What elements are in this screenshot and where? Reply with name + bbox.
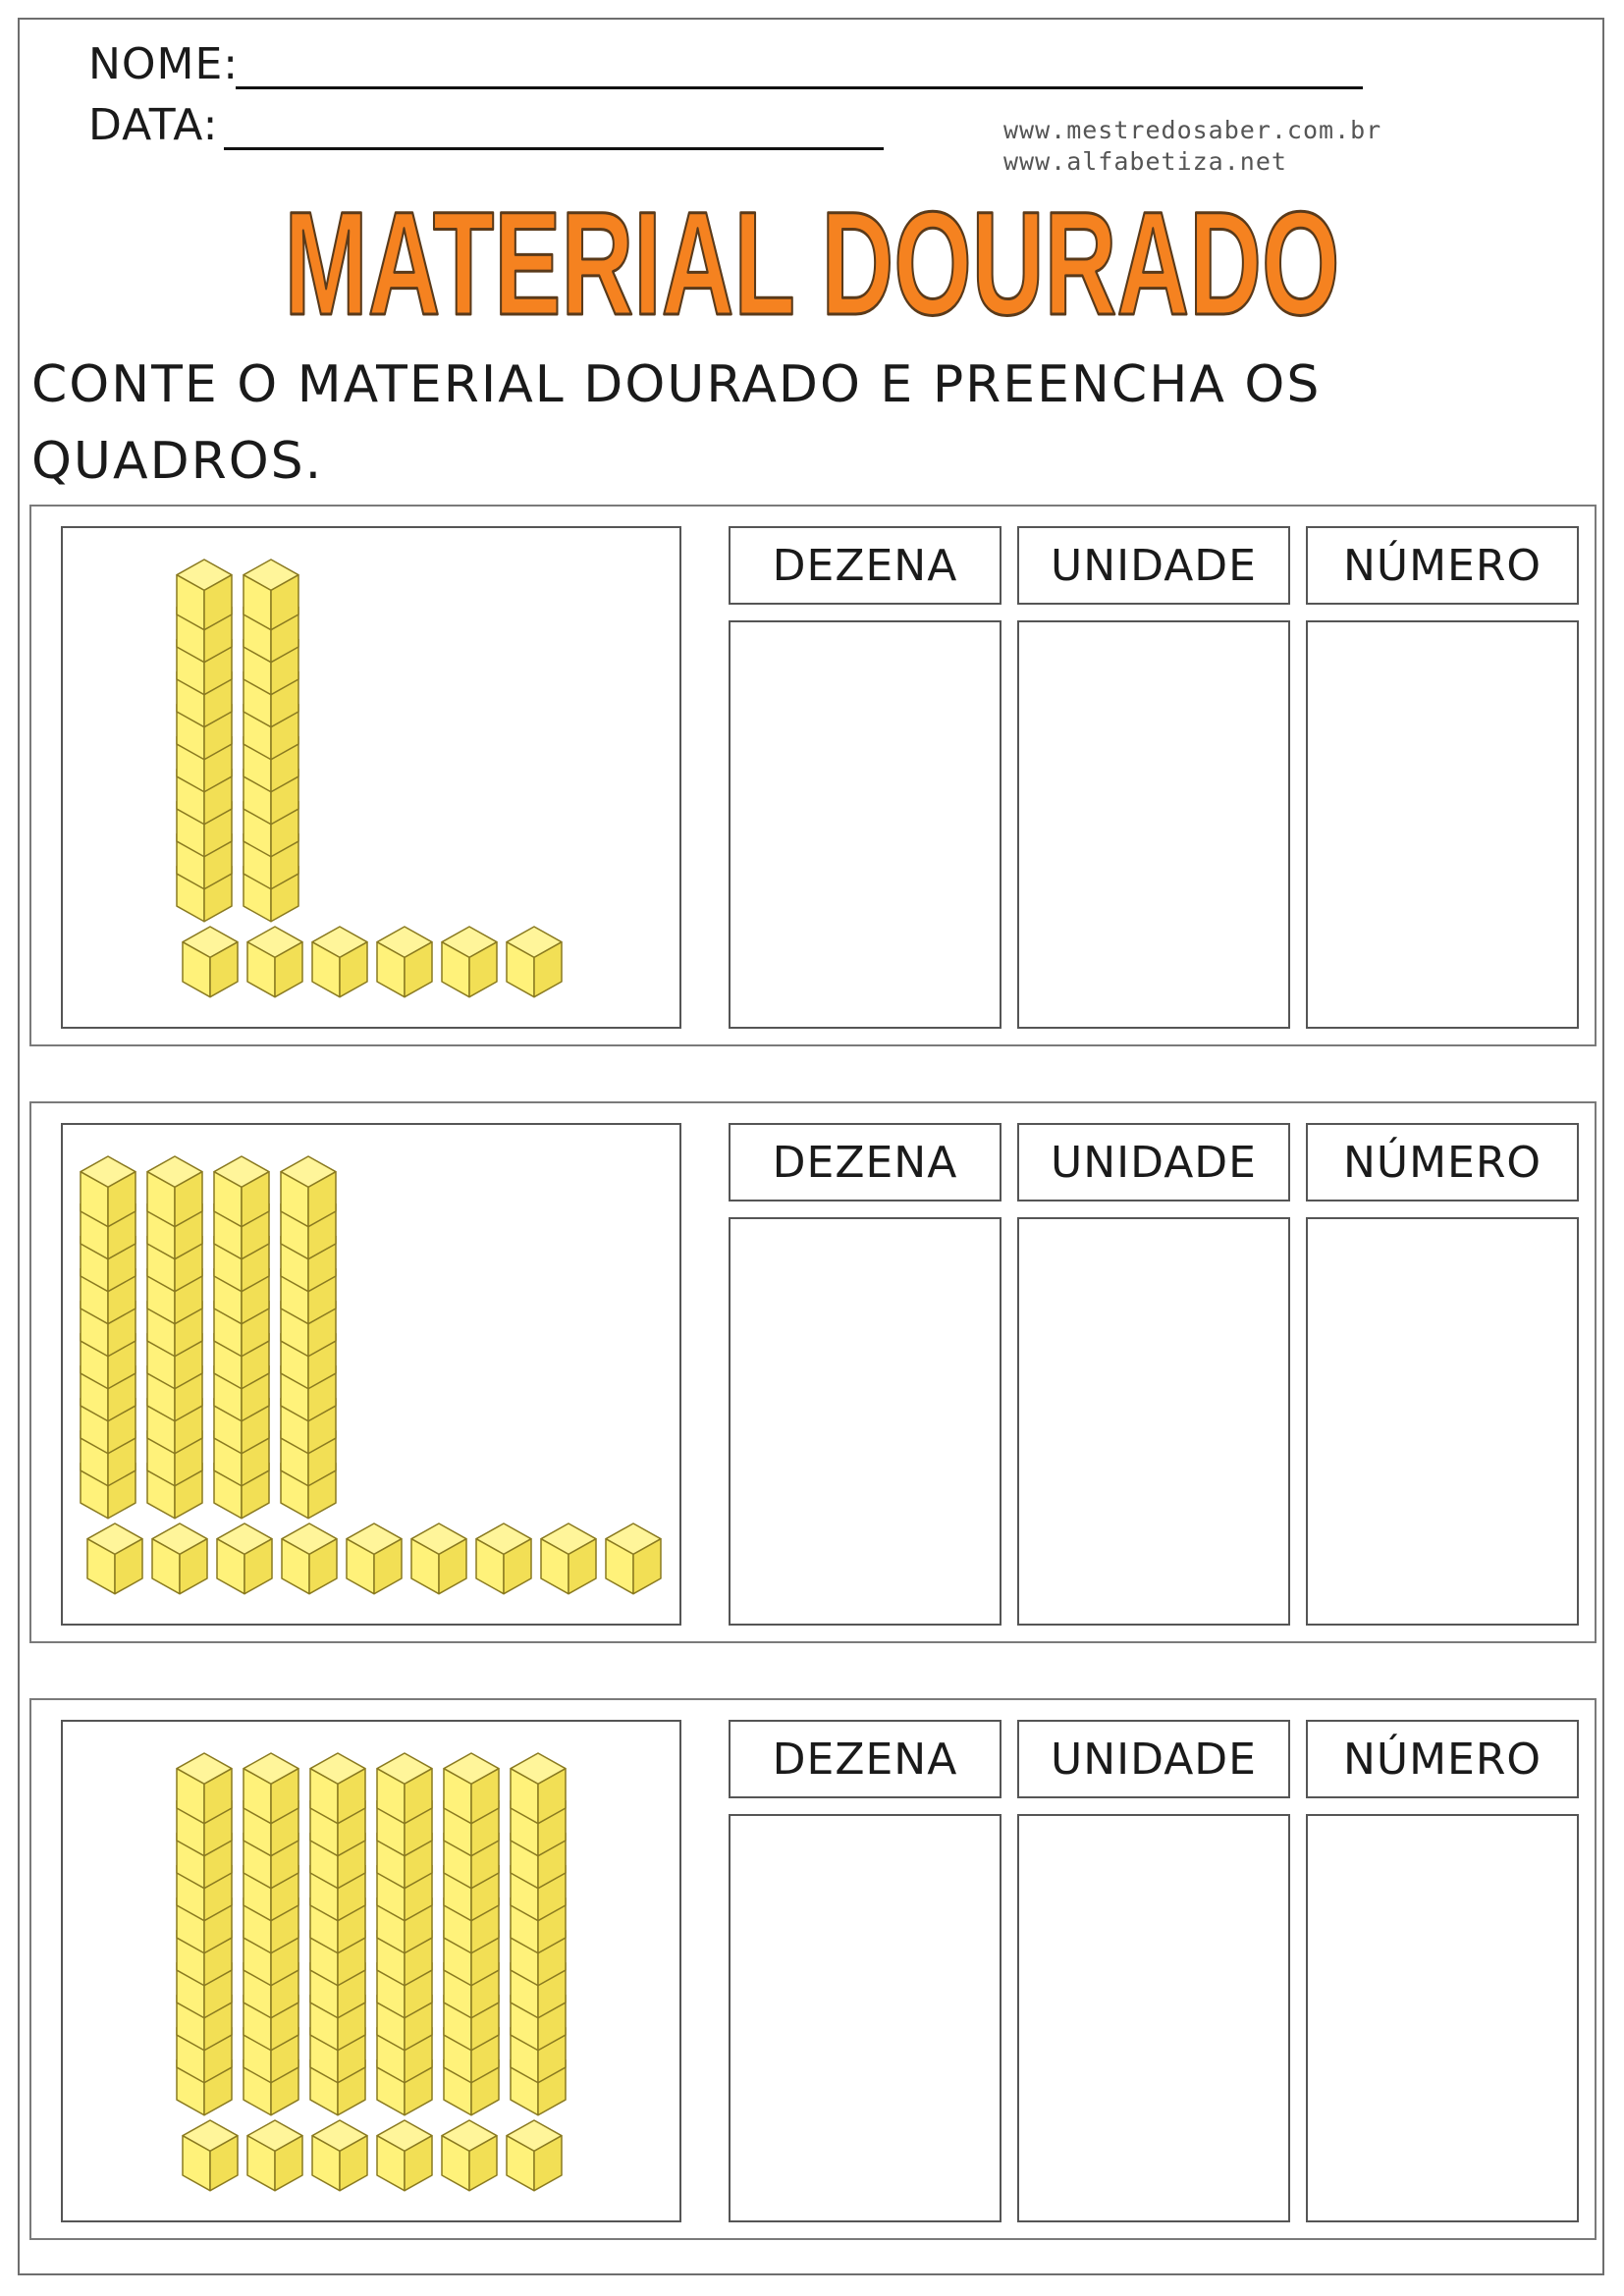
- unidade-answer-box[interactable]: [1017, 620, 1290, 1029]
- page-title: [0, 196, 1624, 344]
- numero-header: NÚMERO: [1306, 1123, 1579, 1201]
- unidade-header: UNIDADE: [1017, 1720, 1290, 1798]
- unit-cube: [312, 927, 367, 997]
- dezena-header: DEZENA: [729, 526, 1001, 605]
- exercise-1: [29, 505, 1597, 1046]
- unit-cube: [347, 1523, 402, 1594]
- rod-cube: [511, 1753, 566, 1824]
- ten-rod: [147, 1156, 202, 1519]
- exercise-2: [29, 1101, 1597, 1643]
- rod-cube: [244, 1753, 298, 1824]
- ten-rod: [444, 1753, 499, 2115]
- unit-cube: [377, 927, 432, 997]
- unit-cube: [606, 1523, 661, 1594]
- ten-rod: [281, 1156, 336, 1519]
- rod-cube: [281, 1156, 336, 1227]
- name-field[interactable]: [236, 86, 1363, 89]
- ten-rod: [244, 560, 298, 922]
- dezena-answer-box[interactable]: [729, 1814, 1001, 2222]
- numero-answer-box[interactable]: [1306, 620, 1579, 1029]
- ten-rod: [81, 1156, 135, 1519]
- instruction-line-1: CONTE O MATERIAL DOURADO E PREENCHA OS: [31, 355, 1322, 414]
- unit-cube: [247, 927, 302, 997]
- unit-cube: [541, 1523, 596, 1594]
- unit-cube: [507, 927, 562, 997]
- site-link-2: www.alfabetiza.net: [1003, 147, 1287, 176]
- ten-rod: [244, 1753, 298, 2115]
- unidade-answer-box[interactable]: [1017, 1814, 1290, 2222]
- blocks-panel: [61, 526, 681, 1029]
- ten-rod: [377, 1753, 432, 2115]
- dezena-header: DEZENA: [729, 1123, 1001, 1201]
- rod-cube: [377, 1753, 432, 1824]
- unit-cube: [152, 1523, 207, 1594]
- rod-cube: [81, 1156, 135, 1227]
- exercise-3: [29, 1698, 1597, 2240]
- unit-cubes: [87, 1523, 661, 1594]
- rod-cube: [444, 1753, 499, 1824]
- ten-rod: [310, 1753, 365, 2115]
- page-title-text: MATERIAL DOURADO: [284, 196, 1340, 344]
- unidade-header: UNIDADE: [1017, 1123, 1290, 1201]
- unit-cube: [507, 2120, 562, 2191]
- unit-cube: [411, 1523, 466, 1594]
- rod-cube: [177, 1753, 232, 1824]
- ten-rod: [511, 1753, 566, 2115]
- unidade-header: UNIDADE: [1017, 526, 1290, 605]
- dezena-header: DEZENA: [729, 1720, 1001, 1798]
- numero-answer-box[interactable]: [1306, 1814, 1579, 2222]
- rod-cube: [147, 1156, 202, 1227]
- ten-rod: [214, 1156, 269, 1519]
- rod-cube: [214, 1156, 269, 1227]
- unit-cube: [183, 927, 238, 997]
- unit-cube: [87, 1523, 142, 1594]
- unit-cube: [183, 2120, 238, 2191]
- unit-cube: [442, 2120, 497, 2191]
- rod-cube: [177, 560, 232, 630]
- unit-cube: [377, 2120, 432, 2191]
- unit-cubes: [183, 927, 562, 997]
- blocks-panel: [61, 1123, 681, 1626]
- date-field[interactable]: [224, 147, 884, 150]
- date-label: DATA:: [88, 100, 219, 150]
- rod-cube: [310, 1753, 365, 1824]
- name-label: NOME:: [88, 39, 240, 89]
- unit-cube: [476, 1523, 531, 1594]
- blocks-panel: [61, 1720, 681, 2222]
- unidade-answer-box[interactable]: [1017, 1217, 1290, 1626]
- rod-cube: [244, 560, 298, 630]
- numero-header: NÚMERO: [1306, 1720, 1579, 1798]
- ten-rod: [177, 1753, 232, 2115]
- dezena-answer-box[interactable]: [729, 620, 1001, 1029]
- numero-answer-box[interactable]: [1306, 1217, 1579, 1626]
- unit-cube: [442, 927, 497, 997]
- unit-cube: [247, 2120, 302, 2191]
- unit-cube: [217, 1523, 272, 1594]
- unit-cubes: [183, 2120, 562, 2191]
- numero-header: NÚMERO: [1306, 526, 1579, 605]
- ten-rod: [177, 560, 232, 922]
- unit-cube: [312, 2120, 367, 2191]
- site-link-1: www.mestredosaber.com.br: [1003, 116, 1382, 144]
- unit-cube: [282, 1523, 337, 1594]
- instruction-line-2: QUADROS.: [31, 432, 324, 491]
- dezena-answer-box[interactable]: [729, 1217, 1001, 1626]
